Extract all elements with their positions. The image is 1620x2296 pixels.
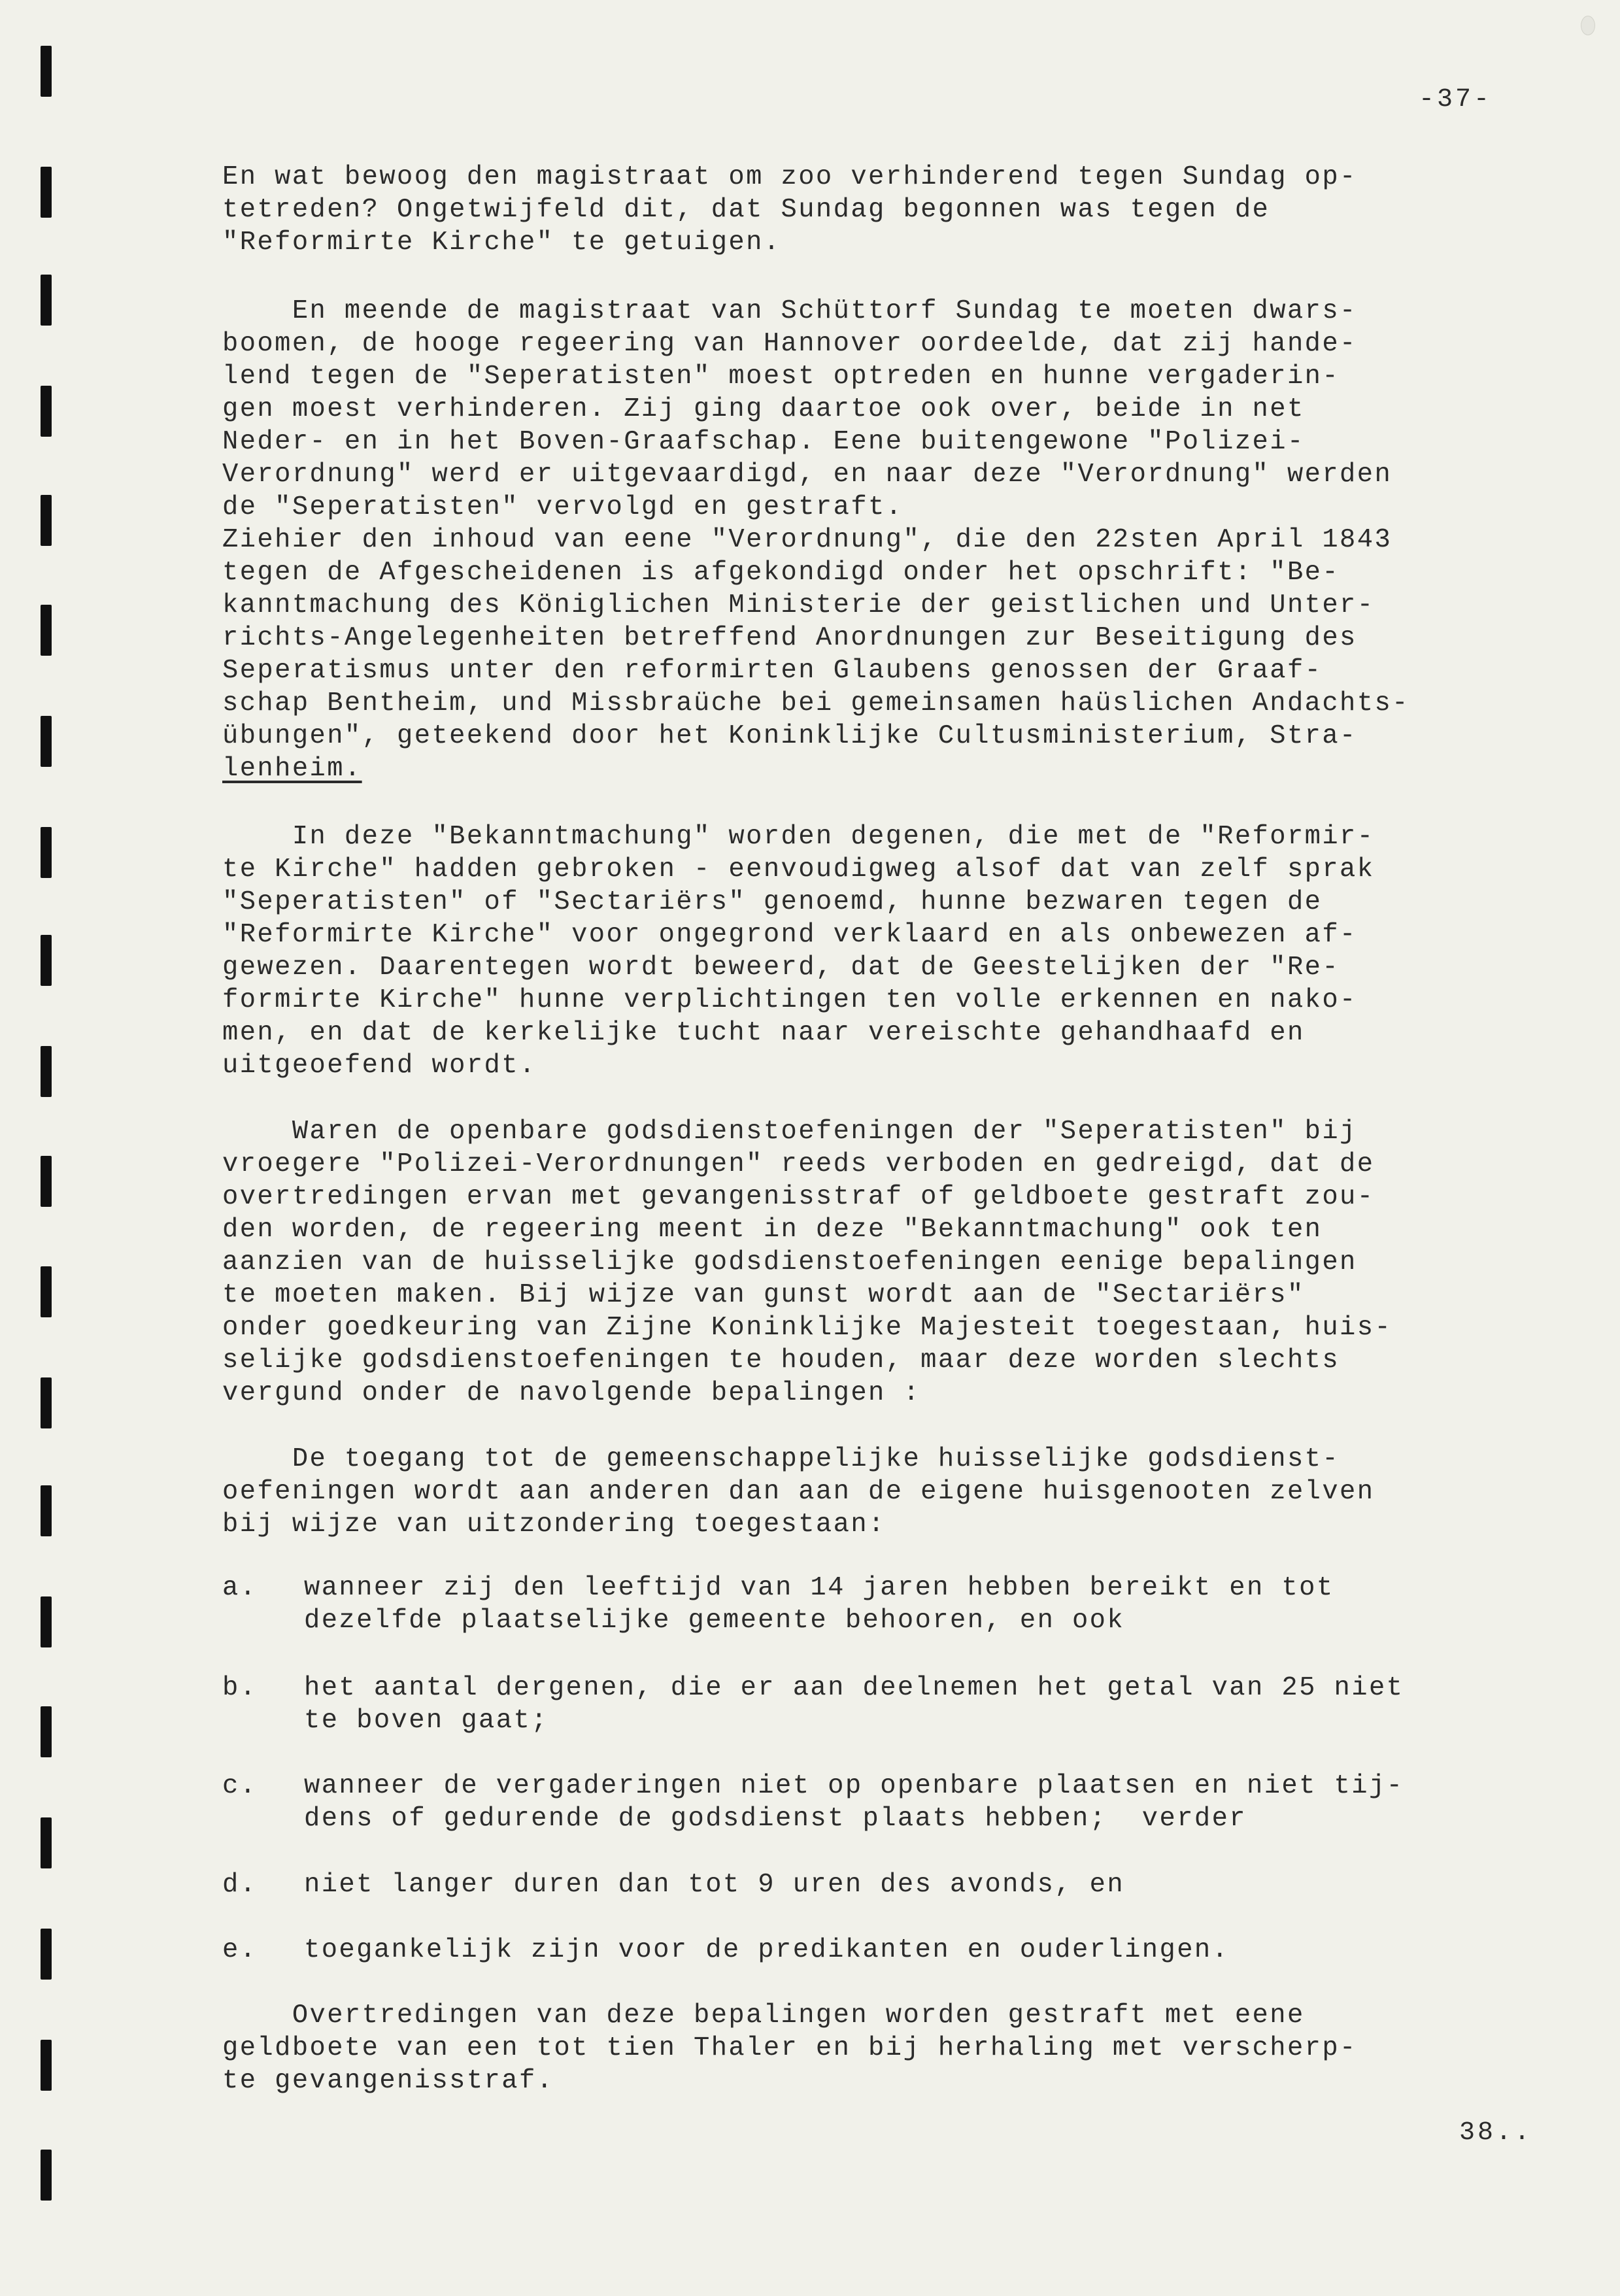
page-number: -37- [1419, 85, 1493, 114]
binding-mark [41, 1817, 52, 1868]
binding-mark [41, 2150, 52, 2201]
text-line: richts-Angelegenheiten betreffend Anordnungen zur Beseitigung des [222, 623, 1357, 653]
binding-mark [41, 1596, 52, 1647]
text-line: den worden, de regeering meent in deze "Bekanntmachung" ook ten [222, 1215, 1323, 1245]
text-line: Seperatismus unter den reformirten Glaubens genossen der Graaf- [222, 656, 1323, 686]
text-line: Ziehier den inhoud van eene "Verordnung", die den 22sten April 1843 [222, 525, 1392, 555]
binding-mark [41, 167, 52, 218]
text-line: de "Seperatisten" vervolgd en gestraft. [222, 492, 903, 522]
text-line: oefeningen wordt aan anderen dan aan de eigene huisgenooten zelven [222, 1477, 1375, 1507]
text-line: "Reformirte Kirche" te getuigen. [222, 228, 781, 258]
text-line: dezelfde plaatselijke gemeente behooren, en ook [304, 1606, 1125, 1636]
text-line: men, en dat de kerkelijke tucht naar vereischte gehandhaafd en [222, 1018, 1305, 1048]
text-line: "Seperatisten" of "Sectariërs" genoemd, hunne bezwaren tegen de [222, 887, 1323, 917]
text-line: niet langer duren dan tot 9 uren des avonds, en [304, 1870, 1125, 1900]
text-line: tetreden? Ongetwijfeld dit, dat Sundag begonnen was tegen de [222, 195, 1270, 225]
binding-mark [41, 1929, 52, 1980]
list-item-letter: d. [222, 1870, 258, 1900]
list-item-body [304, 1672, 1404, 1737]
text-line: Waren de openbare godsdienstoefeningen der "Seperatisten" bij [222, 1117, 1357, 1147]
punch-hole [1581, 16, 1595, 35]
paragraph-1 [222, 161, 1595, 259]
paragraph-5 [222, 1443, 1595, 1541]
list-item-body [304, 1934, 1229, 1967]
binding-mark [41, 1706, 52, 1757]
paragraph-2 [222, 295, 1595, 785]
binding-mark [41, 827, 52, 878]
next-page-reference: 38.. [1459, 2118, 1533, 2148]
binding-mark [41, 275, 52, 326]
text-line: gewezen. Daarentegen wordt beweerd, dat de Geestelijken der "Re- [222, 953, 1340, 983]
text-line: wanneer zij den leeftijd van 14 jaren hebben bereikt en tot [304, 1573, 1334, 1603]
text-line: aanzien van de huisselijke godsdienstoefeningen eenige bepalingen [222, 1247, 1357, 1277]
text-line: "Reformirte Kirche" voor ongegrond verklaard en als onbewezen af- [222, 920, 1357, 950]
text-line: vergund onder de navolgende bepalingen : [222, 1378, 921, 1408]
text-line: lend tegen de "Seperatisten" moest optreden en hunne vergaderin- [222, 362, 1340, 392]
text-line: formirte Kirche" hunne verplichtingen ten volle erkennen en nako- [222, 985, 1357, 1015]
paragraph-closing [222, 1999, 1595, 2097]
text-line: In deze "Bekanntmachung" worden degenen, die met de "Reformir- [222, 822, 1375, 852]
list-item-letter: e. [222, 1935, 258, 1965]
text-line: lenheim. [222, 754, 362, 784]
text-line: te Kirche" hadden gebroken - eenvoudigweg alsof dat van zelf sprak [222, 854, 1375, 885]
list-item-letter: c. [222, 1771, 258, 1801]
list-item-letter: b. [222, 1673, 258, 1703]
text-line: Neder- en in het Boven-Graafschap. Eene buitengewone "Polizei- [222, 427, 1305, 457]
binding-mark [41, 716, 52, 767]
text-line: gen moest verhinderen. Zij ging daartoe ook over, beide in net [222, 394, 1305, 424]
binding-mark [41, 605, 52, 656]
text-line: übungen", geteekend door het Koninklijke Cultusministerium, Stra- [222, 721, 1357, 751]
text-line: Overtredingen van deze bepalingen worden gestraft met eene [222, 2001, 1305, 2031]
paragraph-4 [222, 1115, 1595, 1410]
binding-mark [41, 935, 52, 986]
text-line: En wat bewoog den magistraat om zoo verhinderend tegen Sundag op- [222, 162, 1357, 192]
text-line: Verordnung" werd er uitgevaardigd, en naar deze "Verordnung" werden [222, 460, 1392, 490]
text-line: het aantal dergenen, die er aan deelnemen het getal van 25 niet [304, 1673, 1404, 1703]
text-line: selijke godsdienstoefeningen te houden, maar deze worden slechts [222, 1345, 1340, 1376]
list-item-body [304, 1770, 1404, 1835]
text-line: tegen de Afgescheidenen is afgekondigd onder het opschrift: "Be- [222, 558, 1340, 588]
binding-mark [41, 1046, 52, 1097]
binding-mark [41, 1485, 52, 1536]
binding-mark [41, 495, 52, 546]
text-line: kanntmachung des Königlichen Ministerie der geistlichen und Unter- [222, 590, 1375, 620]
binding-mark [41, 1377, 52, 1428]
text-line: toegankelijk zijn voor de predikanten en ouderlingen. [304, 1935, 1230, 1965]
text-line: geldboete van een tot tien Thaler en bij herhaling met verscherp- [222, 2033, 1357, 2063]
text-line: overtredingen ervan met gevangenisstraf of geldboete gestraft zou- [222, 1182, 1375, 1212]
text-line: onder goedkeuring van Zijne Koninklijke Majesteit toegestaan, huis- [222, 1313, 1392, 1343]
binding-mark [41, 386, 52, 437]
text-line: dens of gedurende de godsdienst plaats hebben; verder [304, 1804, 1247, 1834]
text-line: te boven gaat; [304, 1706, 548, 1736]
text-line: schap Bentheim, und Missbraüche bei gemeinsamen haüslichen Andachts- [222, 688, 1409, 718]
text-line: En meende de magistraat van Schüttorf Sundag te moeten dwars- [222, 296, 1357, 326]
text-line: te moeten maken. Bij wijze van gunst wordt aan de "Sectariërs" [222, 1280, 1305, 1310]
text-line: boomen, de hooge regeering van Hannover oordeelde, dat zij hande- [222, 329, 1357, 359]
binding-mark [41, 46, 52, 97]
text-line: bij wijze van uitzondering toegestaan: [222, 1510, 886, 1540]
binding-mark [41, 1156, 52, 1207]
text-line: vroegere "Polizei-Verordnungen" reeds verboden en gedreigd, dat de [222, 1149, 1375, 1179]
text-line: te gevangenisstraf. [222, 2066, 554, 2096]
list-item-body [304, 1572, 1334, 1637]
text-line: wanneer de vergaderingen niet op openbare plaatsen en niet tij- [304, 1771, 1404, 1801]
text-line: uitgeoefend wordt. [222, 1051, 537, 1081]
paragraph-3 [222, 820, 1595, 1082]
list-item-body [304, 1868, 1124, 1901]
binding-mark [41, 1266, 52, 1317]
binding-mark [41, 2040, 52, 2091]
list-item-letter: a. [222, 1573, 258, 1603]
text-line: De toegang tot de gemeenschappelijke huisselijke godsdienst- [222, 1444, 1340, 1474]
